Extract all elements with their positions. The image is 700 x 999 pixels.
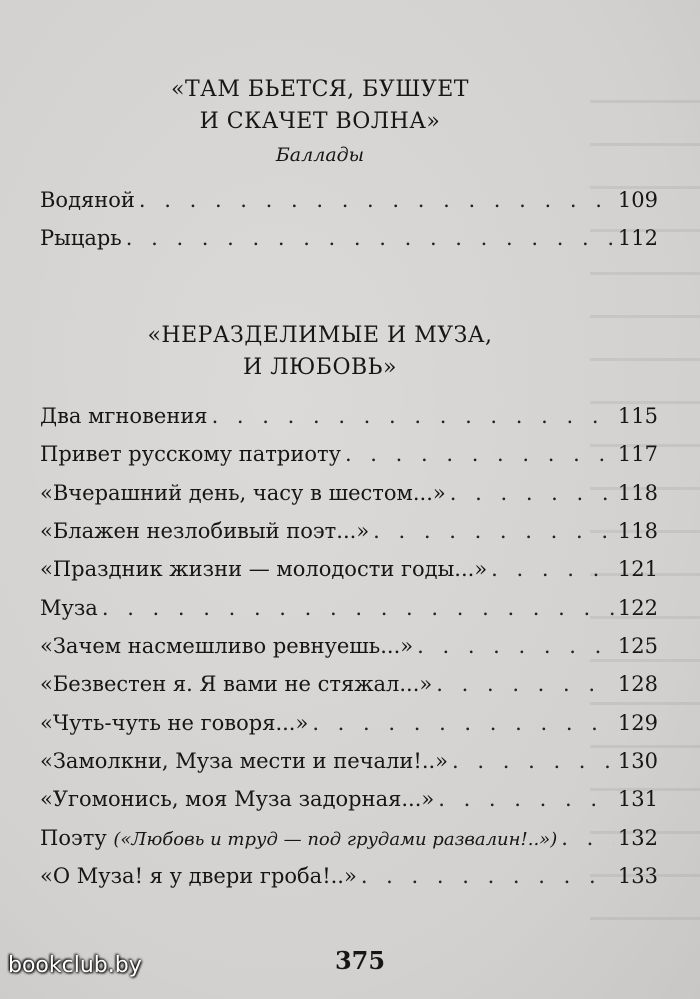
- toc-entry-page: 121: [617, 557, 658, 581]
- toc-entry-title: Муза: [40, 596, 98, 620]
- toc-entry-page: 132: [617, 826, 658, 850]
- toc-entry-subtitle: («Любовь и труд — под грудами развалин!..»): [113, 829, 558, 850]
- toc-entry[interactable]: [40, 226, 658, 260]
- dot-leader: [450, 481, 614, 505]
- watermark: bookclub.by: [8, 953, 142, 978]
- dot-leader: [126, 226, 614, 250]
- toc-entry[interactable]: [40, 787, 658, 821]
- toc-entry-title: «Угомонись, моя Муза задорная...»: [40, 787, 435, 811]
- section-title-ballads-line1: «ТАМ БЬЕТСЯ, БУШУЕТ: [171, 77, 469, 102]
- toc-entry-page: 118: [617, 481, 658, 505]
- toc-entry[interactable]: [40, 711, 658, 745]
- dot-leader: [102, 596, 614, 620]
- toc-entry[interactable]: [40, 864, 658, 898]
- dot-leader: [452, 749, 614, 773]
- section-title-muse-line2: И ЛЮБОВЬ»: [243, 355, 397, 380]
- toc-entry-title: Водяной: [40, 188, 135, 212]
- toc-entry[interactable]: [40, 557, 658, 591]
- toc-entry[interactable]: [40, 826, 658, 860]
- dot-leader: [373, 519, 614, 543]
- toc-entry-page: 130: [617, 749, 658, 773]
- dot-leader: [491, 557, 614, 581]
- toc-entry[interactable]: [40, 672, 658, 706]
- toc-entry-page: 129: [617, 711, 658, 735]
- toc-entry[interactable]: [40, 481, 658, 515]
- dot-leader: [139, 188, 614, 212]
- toc-entry[interactable]: [40, 519, 658, 553]
- dot-leader: [561, 826, 614, 850]
- dot-leader: [436, 672, 614, 696]
- toc-entry-title: Рыцарь: [40, 226, 122, 250]
- toc-entry-title: «Вчерашний день, часу в шестом...»: [40, 481, 446, 505]
- toc-entry-title: Поэту: [40, 826, 107, 850]
- toc-entry-title: «О Муза! я у двери гроба!..»: [40, 864, 357, 888]
- toc-entry-title: «Зачем насмешливо ревнуешь...»: [40, 634, 414, 658]
- section-title-muse-line1: «НЕРАЗДЕЛИМЫЕ И МУЗА,: [147, 323, 493, 348]
- page-number: 375: [334, 946, 386, 975]
- section-subtitle-ballads: Баллады: [275, 144, 365, 166]
- toc-entry-page: 115: [617, 404, 658, 428]
- toc-entry-page: 125: [617, 634, 658, 658]
- toc-entry[interactable]: [40, 596, 658, 630]
- dot-leader: [212, 404, 614, 428]
- toc-entry-page: 112: [617, 226, 658, 250]
- dot-leader: [417, 634, 614, 658]
- toc-entry-title: Два мгновения: [40, 404, 208, 428]
- dot-leader: [312, 711, 614, 735]
- toc-entry-title: «Замолкни, Муза мести и печали!..»: [40, 749, 449, 773]
- section-title-ballads-line2: И СКАЧЕТ ВОЛНА»: [199, 109, 441, 134]
- toc-entry[interactable]: [40, 442, 658, 476]
- toc-entry-page: 118: [617, 519, 658, 543]
- toc-entry[interactable]: [40, 188, 658, 222]
- dot-leader: [438, 787, 614, 811]
- toc-entry-page: 122: [617, 596, 658, 620]
- toc-entry[interactable]: [40, 749, 658, 783]
- toc-entry-page: 131: [617, 787, 658, 811]
- toc-entry[interactable]: [40, 634, 658, 668]
- toc-entry-title: «Праздник жизни — молодости годы...»: [40, 557, 488, 581]
- toc-entry-page: 117: [617, 442, 658, 466]
- toc-entry-page: 109: [617, 188, 658, 212]
- dot-leader: [345, 442, 614, 466]
- toc-entry-title: «Блажен незлобивый поэт...»: [40, 519, 370, 543]
- toc-entry-title: Привет русскому патриоту: [40, 442, 341, 466]
- toc-entry-title: «Чуть-чуть не говоря...»: [40, 711, 309, 735]
- toc-entry-page: 133: [617, 864, 658, 888]
- toc-entry-page: 128: [617, 672, 658, 696]
- dot-leader: [361, 864, 614, 888]
- toc-entry[interactable]: [40, 404, 658, 438]
- toc-entry-title: «Безвестен я. Я вами не стяжал...»: [40, 672, 433, 696]
